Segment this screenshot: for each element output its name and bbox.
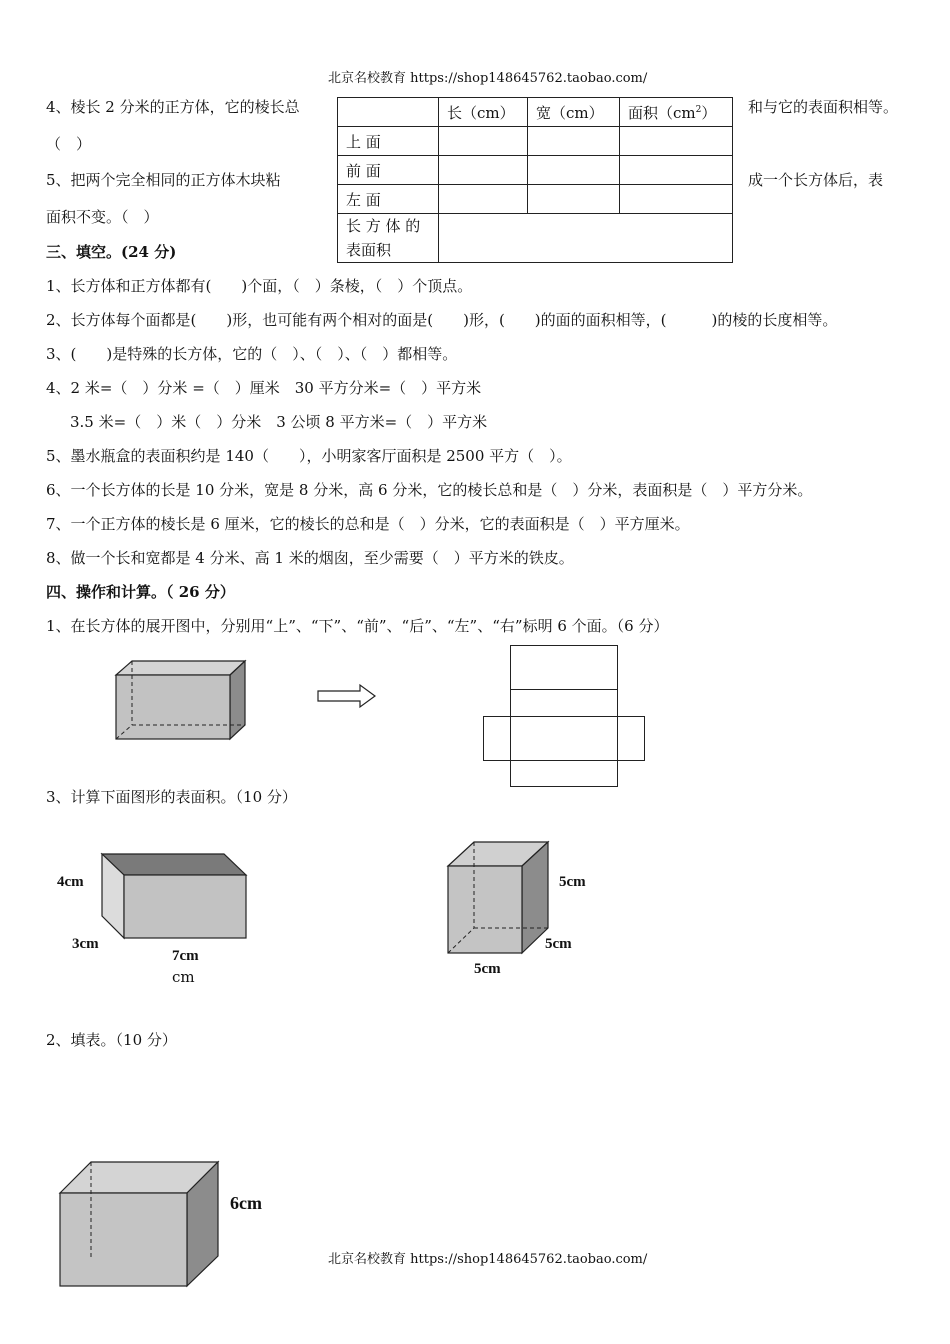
table-row	[338, 214, 733, 263]
box-front-face	[124, 875, 246, 938]
cell-blank	[620, 156, 733, 185]
large-box-front-face	[60, 1193, 187, 1286]
judge-q4-part1: 4、棱长 2 分米的正方体，它的棱长总	[46, 98, 300, 116]
large-box-figure	[56, 1158, 222, 1290]
operate-q1: 1、在长方体的展开图中，分别用“上”、“下”、“前”、“后”、“左”、“右”标明 6 个面。（6 分）	[46, 617, 669, 635]
table-header-length: 长（cm）	[439, 98, 528, 127]
page-footer: 北京名校教育 https://shop148645762.taobao.com/	[328, 1252, 648, 1267]
table-corner	[338, 98, 439, 127]
fill-q8: 8、做一个长和宽都是 4 分米、高 1 米的烟囱，至少需要（ ）平方米的铁皮。	[46, 549, 574, 567]
box-height-label: 4cm	[57, 874, 84, 890]
fill-q5: 5、墨水瓶盒的表面积约是 140（ ），小明家客厅面积是 2500 平方（ ）。	[46, 447, 572, 465]
cell-blank	[528, 127, 620, 156]
page-header: 北京名校教育 https://shop148645762.taobao.com/	[328, 71, 648, 86]
cube-front-face	[448, 866, 522, 953]
operate-q3: 3、计算下面图形的表面积。（10 分）	[46, 788, 297, 806]
net-face	[511, 761, 618, 787]
cuboid-figure	[108, 655, 253, 747]
large-box-height-label: 6cm	[230, 1193, 262, 1213]
judge-q4-answer: （ ）	[46, 135, 92, 153]
section-4-title: 四、操作和计算。（ 26 分）	[46, 583, 235, 601]
area-table	[337, 97, 733, 263]
table-header-row	[338, 98, 733, 127]
table-row	[338, 185, 733, 214]
cell-blank	[528, 185, 620, 214]
judge-q5-part1: 5、把两个完全相同的正方体木块粘	[46, 171, 281, 189]
box-figure	[98, 850, 252, 942]
table-header-area: 面积$(cm^2)$	[620, 98, 733, 127]
cuboid-front-face	[116, 675, 230, 739]
cell-blank	[528, 156, 620, 185]
row-label-surface-area: 长 方 体 的 表面积	[338, 214, 439, 263]
cube-width-label: 5cm	[545, 936, 572, 952]
fill-q4-line2: 3.5 米=（ ）米（ ）分米 3 公顷 8 平方米=（ ）平方米	[70, 413, 488, 431]
net-face	[484, 717, 511, 761]
cube-length-label: 5cm	[474, 961, 501, 977]
net-face	[618, 717, 645, 761]
section-3-title: 三、填空。(24 分)	[46, 243, 177, 261]
cube-figure	[444, 838, 554, 958]
operate-q2: 2、填表。（10 分）	[46, 1031, 177, 1049]
cell-blank	[439, 127, 528, 156]
fill-q4-line1: 4、2 米=（ ）分米 =（ ）厘米 30 平方分米=（ ）平方米	[46, 379, 482, 397]
row-label-top: 上 面	[338, 127, 439, 156]
judge-q5-part2: 成一个长方体后，表	[748, 171, 884, 189]
cell-blank	[620, 127, 733, 156]
cell-blank	[439, 214, 733, 263]
net-face	[511, 646, 618, 690]
judge-q5-part3: 面积不变。（ ）	[46, 208, 159, 226]
cuboid-side-face	[230, 661, 245, 739]
row-label-left: 左 面	[338, 185, 439, 214]
judge-q4-part2: 和与它的表面积相等。	[748, 98, 899, 116]
cuboid-net	[480, 643, 648, 789]
table-header-width: 宽（cm）	[528, 98, 620, 127]
box-length-label: 7cm	[172, 948, 199, 964]
box-top-face	[102, 854, 246, 875]
right-arrow-icon	[315, 682, 379, 712]
cell-blank	[439, 156, 528, 185]
row-label-front: 前 面	[338, 156, 439, 185]
table-row	[338, 156, 733, 185]
cell-blank	[620, 185, 733, 214]
box-width-label: 3cm	[72, 936, 99, 952]
fill-q7: 7、一个正方体的棱长是 6 厘米，它的棱长的总和是（ ）分米，它的表面积是（ ）平方厘米。	[46, 515, 690, 533]
box-length-extra: cm	[172, 968, 195, 986]
net-face	[511, 717, 618, 761]
fill-q6: 6、一个长方体的长是 10 分米，宽是 8 分米，高 6 分米，它的棱长总和是（ ）分米，表面积是（ ）平方分米。	[46, 481, 813, 499]
table-row	[338, 127, 733, 156]
fill-q1: 1、长方体和正方体都有( )个面，（ ）条棱，（ ）个顶点。	[46, 277, 473, 295]
net-face	[511, 690, 618, 717]
cell-blank	[439, 185, 528, 214]
cube-height-label: 5cm	[559, 874, 586, 890]
fill-q3: 3、( )是特殊的长方体，它的（ ）、（ ）、（ ）都相等。	[46, 345, 458, 363]
cuboid-top-face	[116, 661, 245, 675]
fill-q2: 2、长方体每个面都是( )形，也可能有两个相对的面是( )形，( )的面的面积相等，( )的棱的长度相等。	[46, 311, 838, 329]
